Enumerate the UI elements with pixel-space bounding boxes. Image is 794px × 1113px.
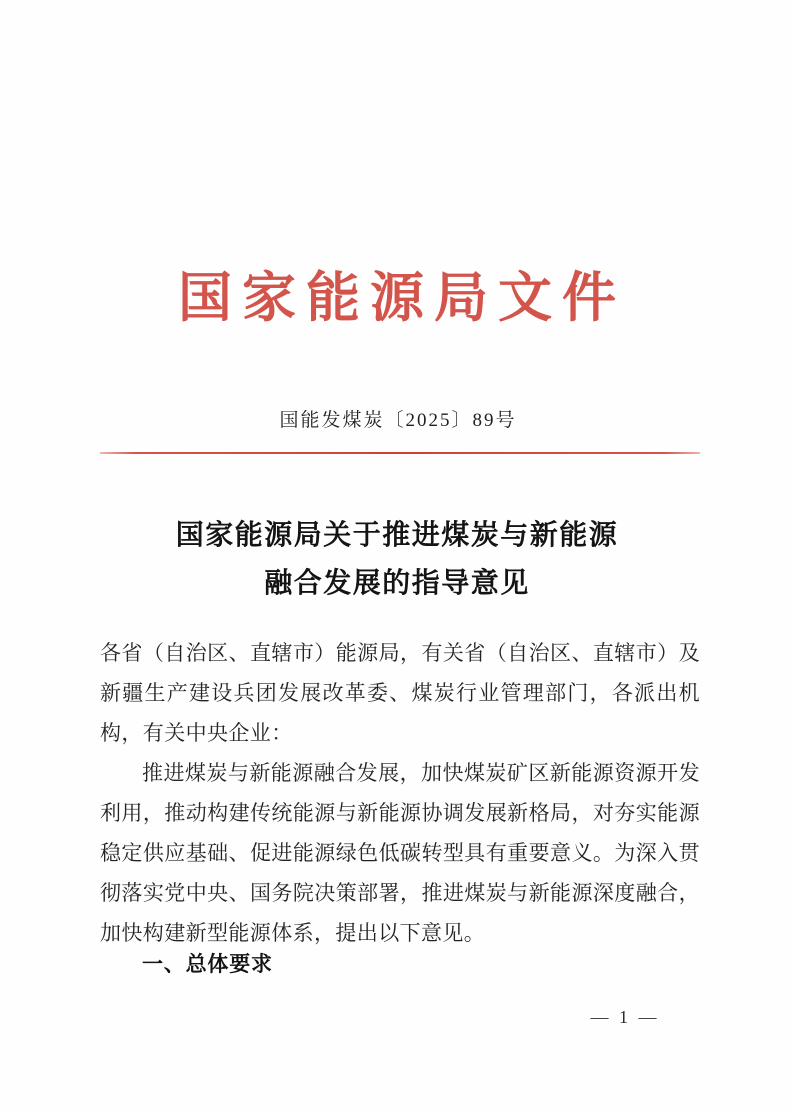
document-title-line-2: 融合发展的指导意见 [264, 568, 530, 599]
addressee-paragraph: 各省（自治区、直辖市）能源局，有关省（自治区、直辖市）及新疆生产建设兵团发展改革委、煤炭行业管理部门，各派出机构，有关中央企业： [100, 641, 700, 745]
document-body [100, 633, 700, 953]
page-number-footer [0, 1004, 794, 1030]
page-number-value: — 1 — [590, 1007, 660, 1027]
document-title-line-1: 国家能源局关于推进煤炭与新能源 [175, 520, 619, 551]
document-title [0, 512, 794, 608]
body-paragraph-1: 推进煤炭与新能源融合发展，加快煤炭矿区新能源资源开发利用，推动构建传统能源与新能源协调发展新格局，对夯实能源稳定供应基础、促进能源绿色低碳转型具有重要意义。为深入贯彻落实党中央、国务院决策部署，推进煤炭与新能源深度融合，加快构建新型能源体系，提出以下意见。 [100, 761, 700, 945]
section-heading-1: 一、总体要求 [142, 953, 273, 976]
red-separator-rule [100, 452, 700, 454]
masthead-title: 国家能源局文件 [178, 268, 626, 328]
document-number: 国能发煤炭〔2025〕89号 [279, 410, 517, 431]
